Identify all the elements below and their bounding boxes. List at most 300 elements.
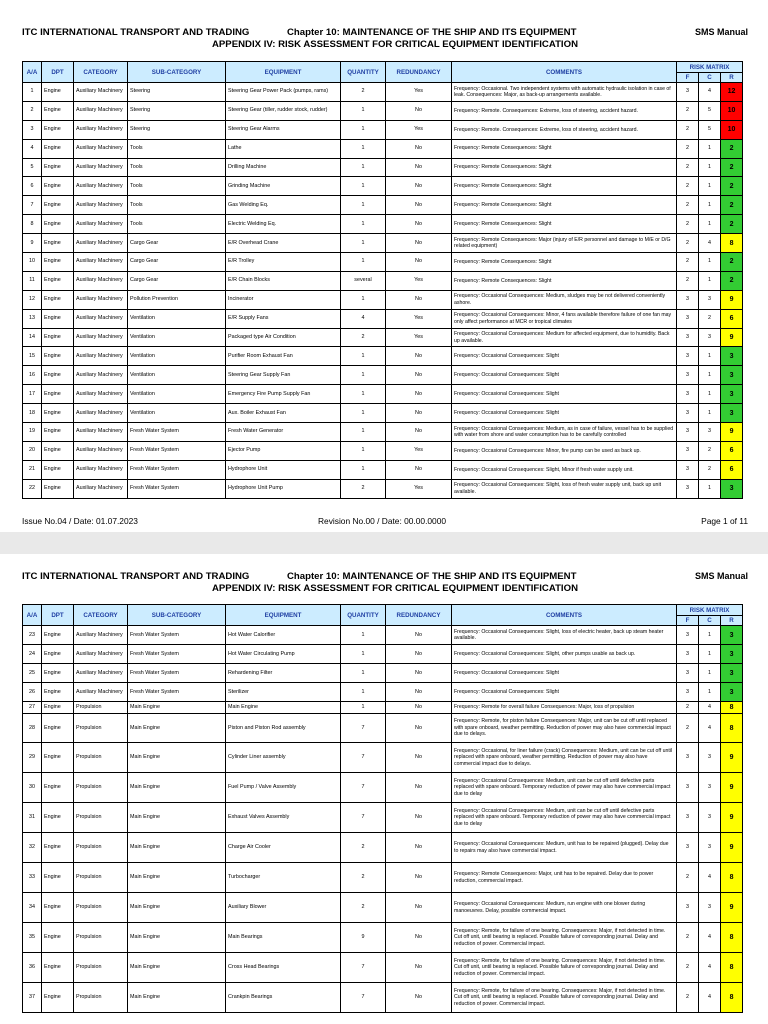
cell-subcategory: Ventilation [128, 347, 226, 366]
cell-c: 4 [699, 234, 721, 253]
cell-comments: Frequency: Remote Consequences: Major (injury of E/R personnel and damage to M/E or D/G related equipment) [452, 234, 677, 253]
cell-comments: Frequency: Remote. Consequences: Extreme, loss of steering, accident hazard. [452, 101, 677, 120]
cell-r: 9 [721, 833, 743, 863]
cell-comments: Frequency: Occasional. Two independent systems with automatic hydraulic isolation in case of leak. Consequences: Major, as back-up arrangements available. [452, 83, 677, 102]
cell-dpt: Engine [42, 271, 74, 290]
table-row [23, 953, 743, 983]
col-header-category: CATEGORY [74, 62, 128, 83]
cell-f: 3 [677, 309, 699, 328]
cell-dpt: Engine [42, 923, 74, 953]
cell-category: Auxiliary Machinery [74, 645, 128, 664]
cell-subcategory: Ventilation [128, 328, 226, 347]
cell-category: Propulsion [74, 983, 128, 1013]
cell-f: 3 [677, 803, 699, 833]
cell-aa: 15 [23, 347, 42, 366]
cell-dpt: Engine [42, 309, 74, 328]
cell-f: 2 [677, 253, 699, 272]
cell-equipment: Piston and Piston Rod assembly [226, 714, 341, 743]
cell-category: Propulsion [74, 702, 128, 714]
cell-subcategory: Ventilation [128, 404, 226, 423]
cell-quantity: 1 [341, 215, 386, 234]
cell-comments: Frequency: Remote Consequences: Slight [452, 139, 677, 158]
cell-dpt: Engine [42, 234, 74, 253]
cell-subcategory: Fresh Water System [128, 460, 226, 479]
cell-category: Auxiliary Machinery [74, 460, 128, 479]
cell-redundancy: No [386, 683, 452, 702]
cell-f: 3 [677, 83, 699, 102]
cell-equipment: Hydrophore Unit Pump [226, 479, 341, 498]
cell-redundancy: Yes [386, 271, 452, 290]
cell-category: Auxiliary Machinery [74, 309, 128, 328]
cell-aa: 4 [23, 139, 42, 158]
cell-r: 2 [721, 196, 743, 215]
cell-quantity: 9 [341, 923, 386, 953]
cell-quantity: 1 [341, 441, 386, 460]
cell-f: 3 [677, 328, 699, 347]
cell-r: 3 [721, 664, 743, 683]
cell-quantity: 7 [341, 714, 386, 743]
cell-quantity: 2 [341, 893, 386, 923]
cell-c: 4 [699, 863, 721, 893]
cell-f: 2 [677, 177, 699, 196]
cell-quantity: 1 [341, 196, 386, 215]
cell-comments: Frequency: Occasional Consequences: Slight [452, 664, 677, 683]
cell-comments: Frequency: Occasional Consequences: Slight, loss of electric heater, back up steam heater available. [452, 626, 677, 645]
cell-redundancy: No [386, 923, 452, 953]
table-row [23, 139, 743, 158]
cell-c: 4 [699, 923, 721, 953]
cell-subcategory: Cargo Gear [128, 271, 226, 290]
cell-aa: 16 [23, 366, 42, 385]
cell-comments: Frequency: Occasional Consequences: Slight [452, 366, 677, 385]
cell-c: 4 [699, 983, 721, 1013]
cell-quantity: 1 [341, 626, 386, 645]
col-header-f: F [677, 73, 699, 83]
cell-comments: Frequency: Remote for overall failure Consequences: Major, loss of propulsion [452, 702, 677, 714]
cell-aa: 17 [23, 385, 42, 404]
cell-dpt: Engine [42, 803, 74, 833]
cell-comments: Frequency: Remote Consequences: Slight [452, 177, 677, 196]
cell-equipment: Packaged type Air Condition [226, 328, 341, 347]
cell-redundancy: No [386, 460, 452, 479]
cell-quantity: 1 [341, 460, 386, 479]
cell-subcategory: Tools [128, 215, 226, 234]
cell-f: 2 [677, 215, 699, 234]
cell-dpt: Engine [42, 120, 74, 139]
cell-subcategory: Main Engine [128, 803, 226, 833]
cell-category: Propulsion [74, 743, 128, 773]
col-header-dpt: DPT [42, 62, 74, 83]
cell-subcategory: Fresh Water System [128, 479, 226, 498]
cell-dpt: Engine [42, 404, 74, 423]
cell-r: 9 [721, 893, 743, 923]
cell-aa: 3 [23, 120, 42, 139]
cell-c: 3 [699, 893, 721, 923]
cell-category: Auxiliary Machinery [74, 441, 128, 460]
cell-quantity: 1 [341, 702, 386, 714]
cell-f: 2 [677, 953, 699, 983]
cell-aa: 35 [23, 923, 42, 953]
col-header-dpt: DPT [42, 605, 74, 626]
cell-category: Propulsion [74, 893, 128, 923]
cell-redundancy: No [386, 366, 452, 385]
table-row [23, 177, 743, 196]
table-row [23, 626, 743, 645]
cell-category: Auxiliary Machinery [74, 196, 128, 215]
cell-dpt: Engine [42, 290, 74, 309]
col-header-quantity: QUANTITY [341, 605, 386, 626]
cell-aa: 23 [23, 626, 42, 645]
cell-r: 12 [721, 83, 743, 102]
page-header [22, 27, 748, 57]
cell-r: 8 [721, 983, 743, 1013]
cell-category: Propulsion [74, 803, 128, 833]
col-header-subcategory: SUB-CATEGORY [128, 605, 226, 626]
cell-redundancy: No [386, 893, 452, 923]
table-row [23, 863, 743, 893]
table-row [23, 366, 743, 385]
cell-equipment: Exhaust Valves Assembly [226, 803, 341, 833]
cell-dpt: Engine [42, 833, 74, 863]
cell-equipment: Ejector Pump [226, 441, 341, 460]
cell-equipment: Steering Gear Supply Fan [226, 366, 341, 385]
cell-quantity: 1 [341, 683, 386, 702]
cell-aa: 37 [23, 983, 42, 1013]
cell-f: 2 [677, 158, 699, 177]
cell-comments: Frequency: Occasional Consequences: Medium for affected equipment, due to humidity. Back up available. [452, 328, 677, 347]
cell-dpt: Engine [42, 441, 74, 460]
cell-redundancy: No [386, 803, 452, 833]
cell-equipment: Gas Welding Eq. [226, 196, 341, 215]
cell-category: Auxiliary Machinery [74, 215, 128, 234]
cell-redundancy: No [386, 234, 452, 253]
cell-r: 8 [721, 714, 743, 743]
cell-comments: Frequency: Occasional Consequences: Medium, sludges may be not delivered conveniently ashore. [452, 290, 677, 309]
cell-quantity: 7 [341, 773, 386, 803]
cell-quantity: 7 [341, 743, 386, 773]
cell-redundancy: No [386, 773, 452, 803]
cell-aa: 7 [23, 196, 42, 215]
cell-quantity: 1 [341, 385, 386, 404]
cell-comments: Frequency: Occasional Consequences: Medium, unit has to be repaired (plugged). Delay due to repairs may also have commercial impact. [452, 833, 677, 863]
col-header-risk-matrix: RISK MATRIX [677, 62, 743, 73]
cell-category: Auxiliary Machinery [74, 479, 128, 498]
cell-quantity: 1 [341, 366, 386, 385]
cell-equipment: Main Engine [226, 702, 341, 714]
cell-aa: 22 [23, 479, 42, 498]
cell-subcategory: Ventilation [128, 385, 226, 404]
cell-category: Auxiliary Machinery [74, 366, 128, 385]
cell-equipment: Steering Gear Alarms [226, 120, 341, 139]
appendix-title: APPENDIX IV: RISK ASSESSMENT FOR CRITICAL EQUIPMENT IDENTIFICATION [211, 39, 578, 50]
cell-subcategory: Steering [128, 83, 226, 102]
cell-subcategory: Main Engine [128, 923, 226, 953]
chapter-title: Chapter 10: MAINTENANCE OF THE SHIP AND ITS EQUIPMENT [287, 571, 577, 582]
cell-category: Auxiliary Machinery [74, 683, 128, 702]
cell-dpt: Engine [42, 714, 74, 743]
cell-f: 2 [677, 863, 699, 893]
table-row [23, 645, 743, 664]
table-row [23, 328, 743, 347]
manual-name: SMS Manual [694, 571, 748, 581]
cell-dpt: Engine [42, 253, 74, 272]
col-header-subcategory: SUB-CATEGORY [128, 62, 226, 83]
cell-c: 1 [699, 683, 721, 702]
cell-aa: 19 [23, 423, 42, 442]
cell-r: 2 [721, 271, 743, 290]
cell-dpt: Engine [42, 683, 74, 702]
cell-c: 1 [699, 626, 721, 645]
table-row [23, 803, 743, 833]
cell-equipment: Steering Gear (tiller, rudder stock, rudder) [226, 101, 341, 120]
cell-comments: Frequency: Remote Consequences: Slight [452, 196, 677, 215]
col-header-quantity: QUANTITY [341, 62, 386, 83]
cell-c: 1 [699, 158, 721, 177]
cell-aa: 31 [23, 803, 42, 833]
table-row [23, 404, 743, 423]
cell-r: 6 [721, 460, 743, 479]
cell-subcategory: Fresh Water System [128, 441, 226, 460]
cell-comments: Frequency: Occasional Consequences: Medium, as in case of failure, vessel has to be supplied with water from shore and water consumption has to be carefully controlled [452, 423, 677, 442]
cell-subcategory: Tools [128, 139, 226, 158]
cell-comments: Frequency: Occasional Consequences: Slight [452, 347, 677, 366]
page-number: Page 1 of 11 [701, 516, 748, 526]
cell-redundancy: No [386, 101, 452, 120]
col-header-comments: COMMENTS [452, 62, 677, 83]
cell-aa: 10 [23, 253, 42, 272]
cell-r: 3 [721, 385, 743, 404]
cell-comments: Frequency: Occasional Consequences: Slight, other pumps usable as back up. [452, 645, 677, 664]
col-header-risk-matrix: RISK MATRIX [677, 605, 743, 616]
cell-redundancy: No [386, 645, 452, 664]
cell-comments: Frequency: Remote, for failure of one bearing. Consequences: Major, if not detected in time. Cut off unit, until bearing is replaced. Possible failure of corresponding journal. Delay and reduction of power. Commercial impact. [452, 953, 677, 983]
cell-quantity: 1 [341, 253, 386, 272]
risk-table-body [23, 626, 743, 1013]
cell-f: 3 [677, 833, 699, 863]
cell-r: 9 [721, 423, 743, 442]
cell-category: Auxiliary Machinery [74, 271, 128, 290]
cell-quantity: 7 [341, 953, 386, 983]
col-header-r: R [721, 73, 743, 83]
cell-category: Propulsion [74, 923, 128, 953]
cell-equipment: Electric Welding Eq. [226, 215, 341, 234]
cell-category: Auxiliary Machinery [74, 83, 128, 102]
cell-dpt: Engine [42, 423, 74, 442]
cell-c: 4 [699, 714, 721, 743]
manual-name: SMS Manual [694, 27, 748, 37]
cell-quantity: 1 [341, 347, 386, 366]
cell-c: 3 [699, 328, 721, 347]
cell-aa: 36 [23, 953, 42, 983]
cell-quantity: 7 [341, 983, 386, 1013]
cell-c: 1 [699, 479, 721, 498]
cell-f: 2 [677, 923, 699, 953]
cell-equipment: Drilling Machine [226, 158, 341, 177]
company-name: ITC INTERNATIONAL TRANSPORT AND TRADING [22, 27, 250, 38]
cell-subcategory: Fresh Water System [128, 683, 226, 702]
table-row [23, 290, 743, 309]
cell-r: 3 [721, 404, 743, 423]
cell-category: Auxiliary Machinery [74, 290, 128, 309]
cell-aa: 13 [23, 309, 42, 328]
cell-c: 1 [699, 215, 721, 234]
cell-dpt: Engine [42, 702, 74, 714]
cell-f: 2 [677, 139, 699, 158]
table-row [23, 423, 743, 442]
cell-equipment: Fresh Water Generator [226, 423, 341, 442]
cell-equipment: Hydrophore Unit [226, 460, 341, 479]
cell-equipment: Rehardening Filter [226, 664, 341, 683]
cell-category: Auxiliary Machinery [74, 404, 128, 423]
cell-dpt: Engine [42, 177, 74, 196]
cell-category: Auxiliary Machinery [74, 385, 128, 404]
revision-info: Revision No.00 / Date: 00.00.0000 [318, 516, 447, 526]
cell-quantity: 1 [341, 101, 386, 120]
cell-f: 3 [677, 366, 699, 385]
table-row [23, 385, 743, 404]
table-row [23, 683, 743, 702]
table-row [23, 983, 743, 1013]
cell-comments: Frequency: Occasional, for liner failure (crack) Consequences: Medium, unit can be cut off until replaced with spare onboard, weather permitting. Reduction of power may also have commercial impact due to delays. [452, 743, 677, 773]
cell-equipment: Turbocharger [226, 863, 341, 893]
col-header-aa: A/A [23, 62, 42, 83]
cell-aa: 27 [23, 702, 42, 714]
table-row [23, 702, 743, 714]
cell-redundancy: No [386, 743, 452, 773]
cell-redundancy: No [386, 196, 452, 215]
table-row [23, 923, 743, 953]
cell-category: Propulsion [74, 953, 128, 983]
col-header-equipment: EQUIPMENT [226, 605, 341, 626]
cell-quantity: 2 [341, 328, 386, 347]
cell-quantity: 2 [341, 833, 386, 863]
cell-subcategory: Tools [128, 177, 226, 196]
table-row [23, 743, 743, 773]
cell-category: Auxiliary Machinery [74, 253, 128, 272]
cell-r: 2 [721, 253, 743, 272]
cell-category: Propulsion [74, 863, 128, 893]
cell-f: 3 [677, 773, 699, 803]
cell-f: 2 [677, 714, 699, 743]
cell-redundancy: No [386, 139, 452, 158]
col-header-c: C [699, 73, 721, 83]
cell-comments: Frequency: Occasional Consequences: Minor, fire pump can be used as back up. [452, 441, 677, 460]
cell-redundancy: No [386, 423, 452, 442]
cell-c: 1 [699, 177, 721, 196]
cell-f: 2 [677, 120, 699, 139]
cell-redundancy: No [386, 702, 452, 714]
cell-r: 9 [721, 743, 743, 773]
cell-redundancy: No [386, 253, 452, 272]
cell-dpt: Engine [42, 366, 74, 385]
cell-equipment: Charge Air Cooler [226, 833, 341, 863]
cell-dpt: Engine [42, 773, 74, 803]
cell-c: 3 [699, 773, 721, 803]
cell-dpt: Engine [42, 215, 74, 234]
cell-f: 3 [677, 893, 699, 923]
cell-redundancy: No [386, 158, 452, 177]
cell-redundancy: Yes [386, 328, 452, 347]
chapter-title: Chapter 10: MAINTENANCE OF THE SHIP AND ITS EQUIPMENT [287, 27, 577, 38]
table-row [23, 893, 743, 923]
cell-f: 3 [677, 626, 699, 645]
cell-c: 1 [699, 196, 721, 215]
cell-f: 2 [677, 234, 699, 253]
cell-redundancy: Yes [386, 309, 452, 328]
cell-c: 3 [699, 833, 721, 863]
cell-redundancy: No [386, 983, 452, 1013]
table-row [23, 309, 743, 328]
cell-quantity: 1 [341, 664, 386, 683]
cell-r: 3 [721, 479, 743, 498]
cell-aa: 21 [23, 460, 42, 479]
cell-subcategory: Fresh Water System [128, 423, 226, 442]
cell-category: Auxiliary Machinery [74, 664, 128, 683]
cell-redundancy: No [386, 626, 452, 645]
cell-f: 2 [677, 101, 699, 120]
table-row [23, 215, 743, 234]
page-header [22, 571, 748, 601]
cell-aa: 14 [23, 328, 42, 347]
cell-subcategory: Ventilation [128, 309, 226, 328]
cell-comments: Frequency: Occasional Consequences: Slight [452, 683, 677, 702]
table-row [23, 158, 743, 177]
cell-f: 3 [677, 347, 699, 366]
cell-aa: 5 [23, 158, 42, 177]
cell-subcategory: Fresh Water System [128, 664, 226, 683]
cell-dpt: Engine [42, 83, 74, 102]
table-row [23, 714, 743, 743]
cell-quantity: 1 [341, 120, 386, 139]
cell-category: Auxiliary Machinery [74, 158, 128, 177]
cell-redundancy: No [386, 290, 452, 309]
cell-subcategory: Steering [128, 120, 226, 139]
cell-dpt: Engine [42, 328, 74, 347]
table-row [23, 773, 743, 803]
cell-f: 3 [677, 460, 699, 479]
cell-f: 3 [677, 290, 699, 309]
cell-redundancy: No [386, 404, 452, 423]
cell-redundancy: Yes [386, 120, 452, 139]
cell-redundancy: No [386, 385, 452, 404]
cell-aa: 11 [23, 271, 42, 290]
cell-comments: Frequency: Occasional Consequences: Medium, unit can be cut off until defective parts replaced with spare onboard. Temporary reduction of power may also have commercial impact due to delay [452, 773, 677, 803]
col-header-equipment: EQUIPMENT [226, 62, 341, 83]
cell-equipment: Steering Gear Power Pack (pumps, rams) [226, 83, 341, 102]
table-row [23, 479, 743, 498]
cell-quantity: several [341, 271, 386, 290]
cell-c: 5 [699, 120, 721, 139]
page-2 [0, 554, 768, 1024]
cell-dpt: Engine [42, 139, 74, 158]
cell-c: 3 [699, 743, 721, 773]
cell-equipment: Purifier Room Exhaust Fan [226, 347, 341, 366]
cell-redundancy: No [386, 714, 452, 743]
cell-c: 4 [699, 953, 721, 983]
cell-c: 4 [699, 83, 721, 102]
cell-category: Propulsion [74, 833, 128, 863]
table-row [23, 347, 743, 366]
cell-dpt: Engine [42, 158, 74, 177]
cell-comments: Frequency: Remote Consequences: Slight [452, 158, 677, 177]
cell-r: 10 [721, 101, 743, 120]
cell-subcategory: Main Engine [128, 702, 226, 714]
cell-category: Auxiliary Machinery [74, 328, 128, 347]
cell-comments: Frequency: Occasional Consequences: Slight, loss of fresh water supply unit, back up unit available. [452, 479, 677, 498]
cell-subcategory: Main Engine [128, 773, 226, 803]
cell-subcategory: Fresh Water System [128, 645, 226, 664]
cell-equipment: E/R Chain Blocks [226, 271, 341, 290]
